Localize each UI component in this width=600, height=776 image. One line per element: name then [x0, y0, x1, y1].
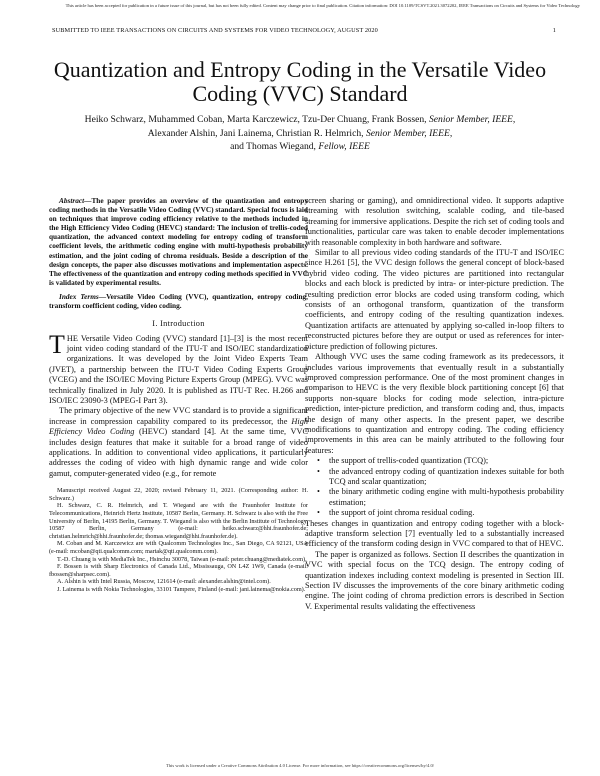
abstract-text: —The paper provides an overview of the quantization and entropy coding methods in the Versatile Video Coding (VVC) standard. Special focus is laid on techniques that improve coding efficiency relative to the methods included in the High Efficiency Video Coding (HEVC) standard: The inclusion of trellis-coded quantization, the advanced context modeling for entropy coding of transform coefficient levels, the arithmetic coding engine with multi-hypothesis probability estimation, and the joint coding of chroma residuals. Beside a description of the design concepts, the paper also discusses motivations and implementation aspects. The effectiveness of the quantization and entropy coding methods specified in VVC is validated by experimental results.	[49, 196, 308, 287]
intro-paragraph-1: THE Versatile Video Coding (VVC) standard [1]–[3] is the most recent joint video coding standard of the ITU-T and ISO/IEC standardization organizations. It was developed by the Joint Video Experts Team (JVET), a partnership between the ITU-T Video Coding Experts Group (VCEG) and the ISO/IEC Moving Picture Experts Group (MPEG). VVC was technically finalized in July 2020. It is published as ITU-T Rec. H.266 and ISO/IEC 23090-3 (MPEG-I Part 3).	[49, 329, 308, 405]
footnote: J. Lainema is with Nokia Technologies, 33101 Tampere, Finland (e-mail: jani.lainema@nokia.com).	[57, 585, 306, 593]
footnote: F. Bossen is with Sharp Electronics of Canada Ltd., Mississauga, ON L4Z 1W9, Canada (e-mail: fbossen@sharpsec.com).	[49, 563, 308, 578]
running-header	[52, 27, 556, 34]
author-list	[60, 113, 540, 154]
index-terms-text: —Versatile Video Coding (VVC), quantization, entropy coding, transform coefficient coding, video coding.	[49, 291, 309, 311]
body-paragraph: screen sharing or gaming), and omnidirectional video. It supports adaptive streaming with resolution switching, scalable coding, and tile-based streaming for immersive applications. Despite the rich set of coding tools and functionalities, particular care was taken to enable decoder implementations with reasonable complexity in both hardware and software.	[305, 196, 564, 247]
abstract-label: Abstract	[59, 196, 85, 205]
page-number: 1	[552, 27, 556, 34]
abstract	[49, 196, 308, 287]
footnote: M. Coban and M. Karczewicz are with Qualcomm Technologies Inc., San Diego, CA 92121, USA (e-mail: mcoban@qti.qualcomm.com; martak@qti.qualcomm.com).	[49, 540, 308, 555]
footnote: A. Alshin is with Intel Russia, Moscow, 121614 (e-mail: alexander.alshin@intel.com).	[57, 578, 271, 586]
section-heading-introduction: I. Introduction	[152, 319, 205, 329]
publication-notice: This article has been accepted for publication in a future issue of this journal, but has not been fully edited. Content may change prior to final publication. Citation information: DOI 10.1109/TCSVT.2021.3072202, IEEE Transactions on Circuits and Systems for Video Technology	[65, 3, 580, 8]
footnotes	[49, 487, 308, 593]
paper-title: Quantization and Entropy Coding in the Versatile Video Coding (VVC) Standard	[53, 57, 547, 106]
footnote: Manuscript received August 22, 2020; revised February 11, 2021. (Corresponding author: H. Schwarz.)	[49, 487, 308, 502]
list-item: • the support of joint chroma residual coding.	[317, 508, 564, 518]
index-terms-label: Index Terms	[59, 291, 99, 301]
footnote: T.-D. Chuang is with MediaTek Inc., Hsinchu 30078, Taiwan (e-mail: peter.chuang@mediatek.com).	[57, 555, 307, 563]
body-paragraph: Theses changes in quantization and entropy coding together with a block-adaptive transform selection [7] eventually led to a substantially increased efficiency of the transform coding design in VVC compared to that of HEVC.	[305, 518, 564, 549]
author-line-1: Heiko Schwarz, Muhammed Coban, Marta Karczewicz, Tzu-Der Chuang, Frank Bossen, Senior Member, IEEE,	[84, 114, 516, 125]
list-item: • the binary arithmetic coding engine with multi-hypothesis probability estimation;	[317, 487, 564, 508]
running-title: SUBMITTED TO IEEE TRANSACTIONS ON CIRCUITS AND SYSTEMS FOR VIDEO TECHNOLOGY, AUGUST 2020	[52, 27, 378, 34]
feature-list	[305, 456, 564, 518]
body-paragraph: The paper is organized as follows. Section II describes the quantization in VVC with special focus on the TCQ design. The entropy coding of quantization indexes including context modeling is presented in Section III. Section IV discusses the improvements of the core binary arithmetic coding engine. The joint coding of chroma prediction errors is described in Section V. Experimental results validating the effectiveness	[305, 549, 564, 611]
author-line-3: and Thomas Wiegand, Fellow, IEEE	[230, 141, 370, 152]
right-column	[305, 196, 564, 612]
list-item: • the advanced entropy coding of quantization indexes suitable for both TCQ and scalar quantization;	[317, 467, 564, 488]
intro-paragraph-2: The primary objective of the new VVC standard is to provide a significant increase in compression capability compared to its predecessor, the High Efficiency Video Coding (HEVC) standard [4]. At the same time, VVC includes design features that make it suitable for a broad range of video applications. In addition to conventional video applications, it particularly addresses the coding of video with high dynamic range and wide color gamut, computer-generated video (e.g., for remote	[49, 406, 308, 478]
list-item: • the support of trellis-coded quantization (TCQ);	[317, 456, 564, 466]
index-terms	[49, 292, 308, 310]
license-footer: This work is licensed under a Creative Commons Attribution 4.0 License. For more information, see https://creativecommons.org/licenses/by/4.0/	[165, 763, 435, 768]
drop-cap: T	[49, 329, 65, 359]
left-column	[49, 196, 308, 594]
body-paragraph: Similar to all previous video coding standards of the ITU-T and ISO/IEC since H.261 [5], the VVC design follows the general concept of block-based hybrid video coding. The video pictures are partitioned into rectangular blocks and each block is predicted by intra- or inter-picture prediction. The resulting prediction error blocks are coded using transform coding, which consists of an orthogonal transform, quantization of the transform coefficients, and entropy coding of the resulting quantization indexes. Quantization artifacts are attenuated by applying so-called in-loop filters to reconstructed pictures before they are output or used as references for inter-picture prediction of following pictures.	[305, 248, 564, 351]
author-line-2: Alexander Alshin, Jani Lainema, Christian R. Helmrich, Senior Member, IEEE,	[147, 127, 453, 139]
body-paragraph: Although VVC uses the same coding framework as its predecessors, it includes various improvements that eventually result in a substantially improved compression performance. One of the most prominent changes in comparison to HEVC is the very flexible block partitioning concept [6] that supports non-square blocks for coding mode selection, intra-picture prediction, inter-picture prediction, and transform coding and, thus, impacts the design of many other aspects. In the present paper, we describe modifications to quantization and entropy coding. The coding efficiency improvements in this area can be mainly attributed to the following four features:	[305, 352, 564, 455]
footnote: H. Schwarz, C. R. Helmrich, and T. Wiegand are with the Fraunhofer Institute for Telecommunications, Heinrich Hertz Institute, 10587 Berlin, Germany. H. Schwarz is also with the Free University of Berlin, 14195 Berlin, Germany. T. Wiegand is also with the Berlin Institute of Technology, 10587 Berlin, Germany (e-mail: heiko.schwarz@hhi.fraunhofer.de; christian.helmrich@hhi.fraunhofer.de; thomas.wiegand@hhi.fraunhofer.de).	[49, 502, 308, 540]
